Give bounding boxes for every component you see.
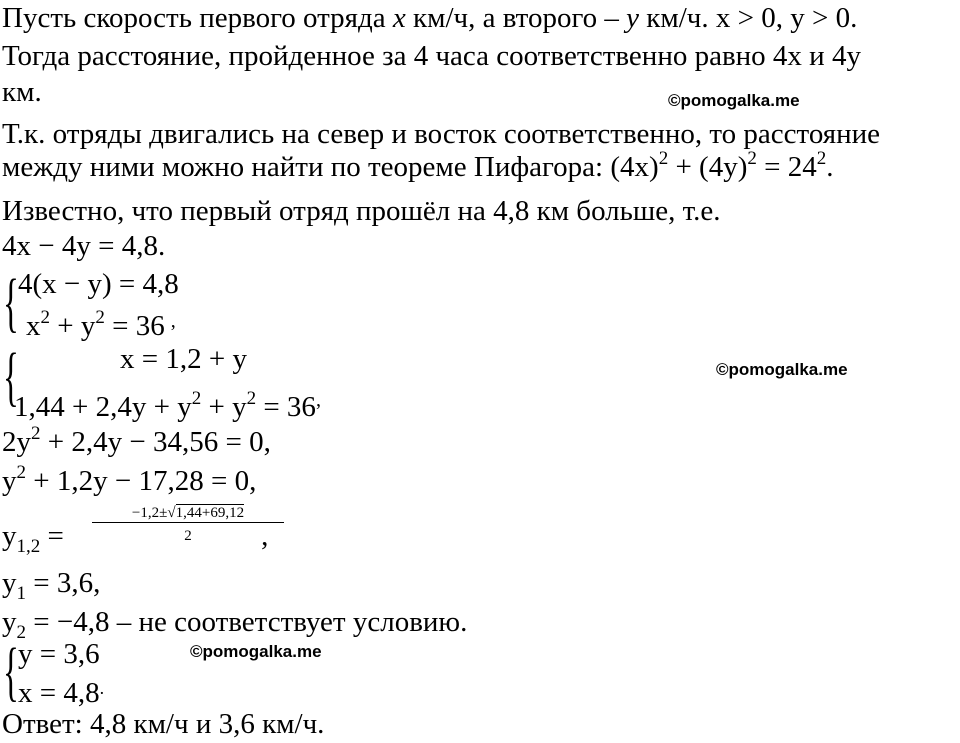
line-11 bbox=[2, 565, 101, 604]
exponent: 2 bbox=[747, 148, 757, 169]
line-3: км. bbox=[2, 76, 42, 108]
system-3-eq-1: y = 3,6 bbox=[18, 638, 100, 670]
system-2-eq-2 bbox=[14, 382, 321, 425]
text: и bbox=[801, 40, 832, 72]
math-expr: x bbox=[26, 310, 41, 342]
exponent: 2 bbox=[40, 307, 50, 328]
exponent: 2 bbox=[246, 388, 257, 409]
math-expr: = 36 bbox=[104, 310, 165, 342]
math-expr: x = 4,8 bbox=[18, 677, 100, 709]
math-expr: y bbox=[2, 465, 17, 497]
line-9 bbox=[2, 463, 256, 499]
math-expr: 2y bbox=[2, 426, 31, 458]
line-12 bbox=[2, 604, 468, 643]
subscript: 2 bbox=[16, 622, 26, 643]
system-brace: { bbox=[3, 340, 19, 413]
line-5 bbox=[2, 149, 833, 185]
answer-line: Ответ: 4,8 км/ч и 3,6 км/ч. bbox=[2, 708, 325, 740]
math-expr: = bbox=[40, 520, 72, 552]
fraction-denominator: 2 bbox=[92, 522, 284, 545]
watermark: ©pomogalka.me bbox=[190, 642, 322, 661]
line-2 bbox=[2, 38, 861, 74]
line-6: Известно, что первый отряд прошёл на 4,8 км больше, т.е. bbox=[2, 195, 721, 227]
math-expr: 4x bbox=[772, 40, 802, 72]
system-1-eq-2 bbox=[26, 303, 176, 344]
math-condition: x > 0, y > 0. bbox=[715, 2, 858, 34]
math-expr: + 2,4y − 34,56 = 0, bbox=[40, 426, 271, 458]
math-var: y bbox=[2, 567, 17, 599]
line-4: Т.к. отряды двигались на север и восток соответственно, то расстояние bbox=[2, 118, 881, 150]
math-expr: + 1,2y − 17,28 = 0, bbox=[26, 465, 257, 497]
math-expr: . bbox=[826, 151, 834, 183]
text: между ними можно найти по теореме Пифагора: bbox=[2, 151, 611, 183]
watermark: ©pomogalka.me bbox=[716, 360, 848, 379]
math-var: y bbox=[2, 606, 17, 638]
line-1 bbox=[2, 0, 857, 36]
watermark: ©pomogalka.me bbox=[668, 91, 800, 110]
text: – не соответствует условию. bbox=[109, 606, 468, 638]
line-8 bbox=[2, 424, 271, 460]
math-expr: 4y bbox=[831, 40, 861, 72]
text: Пусть скорость первого отряда bbox=[2, 2, 393, 34]
exponent: 2 bbox=[658, 148, 669, 169]
text: Тогда расстояние, пройденное за 4 часа соответственно равно bbox=[2, 40, 773, 72]
system-1-eq-1: 4(x − y) = 4,8 bbox=[18, 268, 179, 300]
exponent: 2 bbox=[191, 388, 202, 409]
exponent: 2 bbox=[31, 423, 41, 444]
line-7: 4x − 4y = 4,8. bbox=[2, 230, 166, 262]
text: км/ч, а второго – bbox=[405, 2, 627, 34]
math-var: x bbox=[392, 2, 406, 34]
math-expr: + y bbox=[201, 391, 247, 423]
math-var: y bbox=[626, 2, 640, 34]
punctuation: , bbox=[315, 389, 321, 411]
sqrt-sign: √ bbox=[167, 505, 176, 521]
math-expr: + (4y) bbox=[668, 151, 748, 183]
exponent: 2 bbox=[95, 307, 105, 328]
subscript: 1 bbox=[16, 583, 26, 604]
system-brace: { bbox=[3, 266, 19, 339]
math-expr: = 36 bbox=[256, 391, 316, 423]
exponent: 2 bbox=[816, 148, 827, 169]
system-brace: { bbox=[3, 635, 19, 708]
math-expr: + y bbox=[50, 310, 96, 342]
quadratic-fraction bbox=[92, 504, 284, 545]
punctuation: , bbox=[261, 520, 269, 552]
math-expr: = −4,8 bbox=[26, 606, 110, 638]
punctuation: , bbox=[170, 310, 176, 332]
punctuation: . bbox=[99, 678, 105, 698]
sqrt-radicand: 1,44+69,12 bbox=[175, 505, 245, 521]
math-expr: = 3,6, bbox=[26, 567, 101, 599]
fraction-numerator: −1,2±√1,44+69,12 bbox=[131, 505, 245, 521]
system-3-eq-2 bbox=[18, 670, 104, 711]
math-expr: 1,44 + 2,4y + y bbox=[14, 391, 192, 423]
math-var: y bbox=[2, 520, 17, 552]
subscript: 1,2 bbox=[16, 536, 41, 557]
math-expr: = 24 bbox=[756, 151, 817, 183]
text: км/ч. bbox=[639, 2, 716, 34]
math-expr: (4x) bbox=[610, 151, 659, 183]
exponent: 2 bbox=[16, 462, 26, 483]
system-2-eq-1: x = 1,2 + y bbox=[120, 343, 247, 375]
